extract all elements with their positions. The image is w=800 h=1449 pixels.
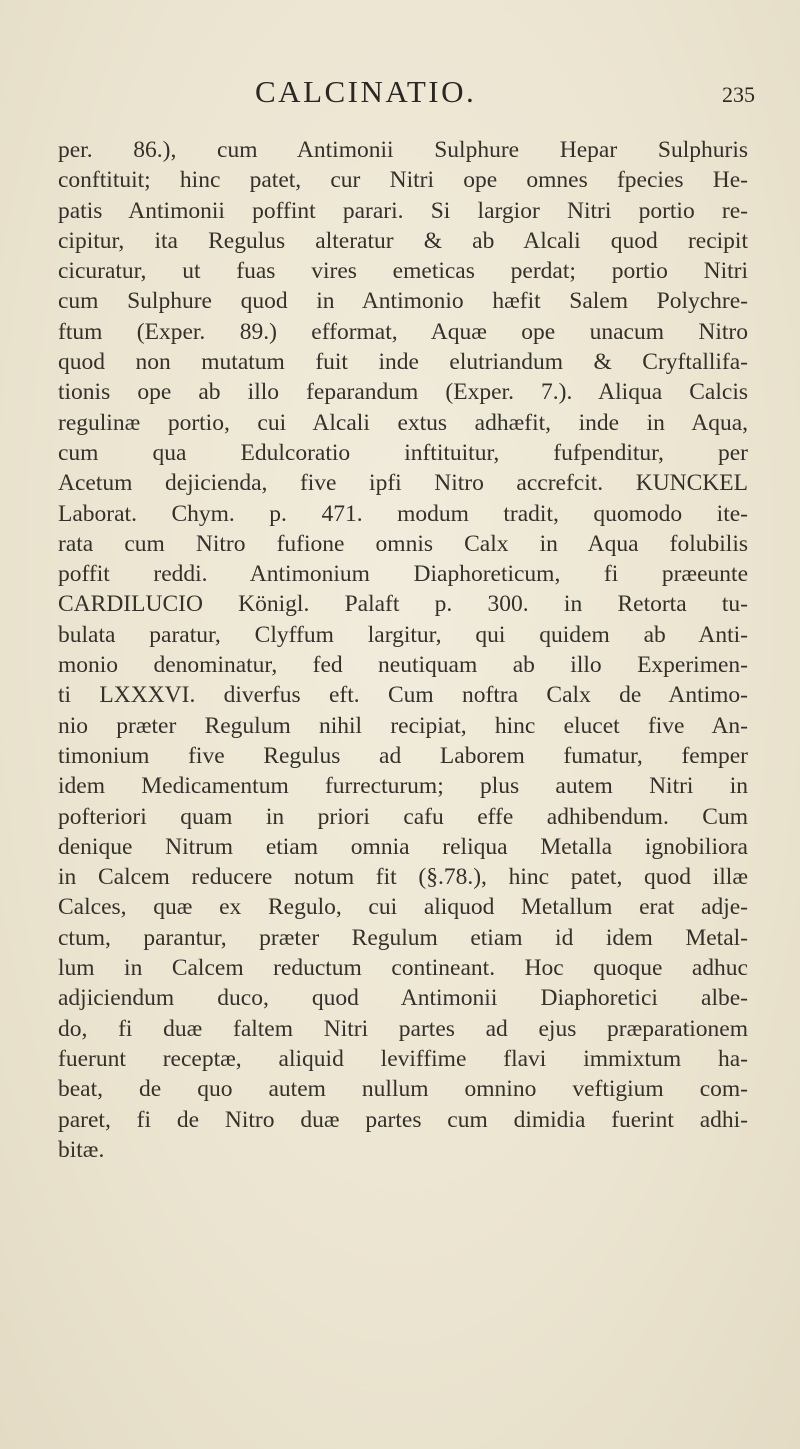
text-line: in Calcem reducere notum fit (§.78.), hinc patet, quod illæ <box>58 864 748 891</box>
text-line: cum Sulphure quod in Antimonio hæfit Salem Polychre- <box>58 288 748 315</box>
text-line: paret, fi de Nitro duæ partes cum dimidia fuerint adhi- <box>58 1106 748 1133</box>
page-number: 235 <box>722 82 755 107</box>
text-line: CARDILUCIO Königl. Palaft p. 300. in Retorta tu- <box>58 591 748 618</box>
text-line: Acetum dejicienda, five ipfi Nitro accrefcit. KUNCKEL <box>58 470 748 497</box>
text-line: ctum, parantur, præter Regulum etiam id idem Metal- <box>58 924 748 951</box>
text-line: beat, de quo autem nullum omnino veftigium com- <box>58 1076 748 1103</box>
text-line: pofteriori quam in priori cafu effe adhibendum. Cum <box>58 803 748 830</box>
text-line: patis Antimonii poffint parari. Si largior Nitri portio re- <box>58 197 748 224</box>
text-line: bulata paratur, Clyffum largitur, qui quidem ab Anti- <box>58 621 748 648</box>
text-line: conftituit; hinc patet, cur Nitri ope omnes fpecies He- <box>58 167 748 194</box>
text-line: ftum (Exper. 89.) efformat, Aquæ ope unacum Nitro <box>58 318 748 345</box>
text-line: poffit reddi. Antimonium Diaphoreticum, fi præeunte <box>58 561 748 588</box>
text-line: timonium five Regulus ad Laborem fumatur, femper <box>58 742 748 769</box>
text-line: cum qua Edulcoratio inftituitur, fufpenditur, per <box>58 439 748 466</box>
text-line: Laborat. Chym. p. 471. modum tradit, quomodo ite- <box>58 500 748 527</box>
text-line: cicuratur, ut fuas vires emeticas perdat; portio Nitri <box>58 258 748 285</box>
body-text <box>58 135 748 1165</box>
text-line: monio denominatur, fed neutiquam ab illo Experimen- <box>58 652 748 679</box>
text-line: idem Medicamentum furrecturum; plus autem Nitri in <box>58 773 748 800</box>
text-line: do, fi duæ faltem Nitri partes ad ejus præparationem <box>58 1015 748 1042</box>
text-line: fuerunt receptæ, aliquid leviffime flavi immixtum ha- <box>58 1045 748 1072</box>
text-line: Calces, quæ ex Regulo, cui aliquod Metallum erat adje- <box>58 894 748 921</box>
running-head: CALCINATIO. <box>255 74 477 109</box>
page-header <box>0 74 800 114</box>
text-line: nio præter Regulum nihil recipiat, hinc elucet five An- <box>58 712 748 739</box>
text-line: denique Nitrum etiam omnia reliqua Metalla ignobiliora <box>58 833 748 860</box>
text-line: rata cum Nitro fufione omnis Calx in Aqua folubilis <box>58 530 748 557</box>
text-line: cipitur, ita Regulus alteratur & ab Alcali quod recipit <box>58 227 748 254</box>
text-line: quod non mutatum fuit inde elutriandum & Cryftallifa- <box>58 349 748 376</box>
text-line: lum in Calcem reductum contineant. Hoc quoque adhuc <box>58 955 748 982</box>
text-line: per. 86.), cum Antimonii Sulphure Hepar Sulphuris <box>58 137 748 163</box>
text-line: regulinæ portio, cui Alcali extus adhæfit, inde in Aqua, <box>58 409 748 436</box>
text-line: adjiciendum duco, quod Antimonii Diaphoretici albe- <box>58 985 748 1012</box>
text-line: ti LXXXVI. diverfus eft. Cum noftra Calx de Antimo- <box>58 682 748 709</box>
text-line: bitæ. <box>58 1136 105 1163</box>
text-line: tionis ope ab illo feparandum (Exper. 7.). Aliqua Calcis <box>58 379 748 406</box>
